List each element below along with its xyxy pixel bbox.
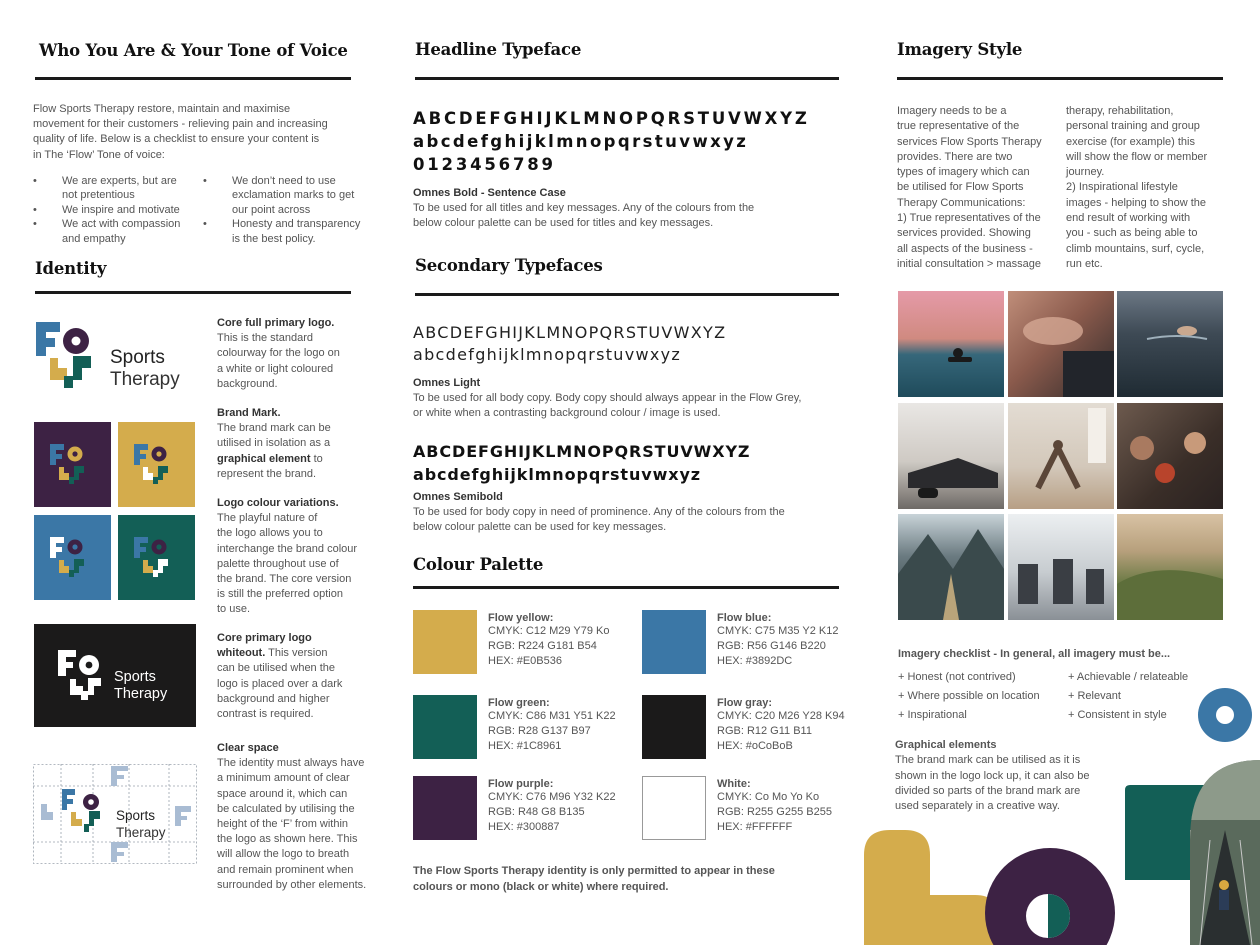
headline-lower: abcdefghijklmnopqrstuvwxyz	[413, 132, 749, 151]
clear-space-title: Clear space	[217, 742, 279, 754]
clear-space-line: surrounded by other elements.	[217, 878, 367, 891]
brand-mark-bold: graphical element	[217, 452, 311, 465]
graphical-line: used separately in a creative way.	[895, 800, 1060, 813]
color-name: Flow purple:	[488, 778, 554, 790]
photo-yoga	[1008, 403, 1114, 509]
clear-space-line: the logo as shown here. This	[217, 833, 358, 846]
color-rgb: RGB: R48 G8 B135	[488, 806, 585, 818]
swatch-white	[642, 776, 706, 840]
logo-word-sports: Sports	[110, 347, 165, 368]
imagery-line: 1) True representatives of the	[897, 212, 1041, 225]
color-info-green	[488, 697, 616, 754]
headline-digits: 0123456789	[413, 155, 556, 174]
imagery-line: exercise (for example) this	[1066, 135, 1195, 148]
light-lower: abcdefghijklmnopqrstuvwxyz	[413, 345, 682, 364]
headline-upper: ABCDEFGHIJKLMNOPQRSTUVWXYZ	[413, 109, 810, 128]
checklist-item: + Consistent in style	[1068, 709, 1167, 721]
checklist-item: + Achievable / relateable	[1068, 671, 1189, 683]
color-name: Flow blue:	[717, 612, 772, 624]
brand-mark-icon	[118, 422, 195, 507]
checklist-item: + Inspirational	[898, 709, 967, 721]
color-info-gray	[717, 697, 845, 754]
light-sample	[413, 322, 726, 366]
whiteout-text	[217, 631, 382, 722]
tone-title: Who You Are & Your Tone of Voice	[39, 41, 348, 60]
clear-space-line: will allow the logo to breath	[217, 848, 350, 861]
core-logo-line: This is the standard	[217, 332, 313, 345]
palette-note-line: The Flow Sports Therapy identity is only permitted to appear in these	[413, 865, 775, 877]
color-cmyk: CMYK: C86 M31 Y51 K22	[488, 710, 616, 722]
brand-mark-icon	[118, 515, 195, 600]
clear-space-line: be calculated by utilising the	[217, 802, 355, 815]
brand-mark-icon	[34, 515, 111, 600]
color-rgb: RGB: R12 G11 B11	[717, 725, 812, 737]
yellow-shape-icon	[864, 830, 1000, 945]
whiteout-line: can be utilised when the	[217, 662, 336, 675]
whiteout-title: Core primary logo	[217, 632, 312, 644]
whiteout-line: logo is placed over a dark	[217, 677, 343, 690]
identity-title: Identity	[35, 259, 107, 278]
imagery-title: Imagery Style	[897, 40, 1023, 59]
tone-bullet: • We don’t need to use exclamation marks to get our point across	[203, 174, 378, 217]
headline-desc-line: below colour palette can be used for titles and key messages.	[413, 217, 714, 230]
tone-bullets-right	[203, 174, 378, 246]
logo-word-therapy: Therapy	[110, 369, 180, 390]
imagery-text-right	[1066, 104, 1231, 272]
tone-intro	[33, 102, 363, 163]
swatch-flow-green	[413, 695, 477, 759]
semibold-upper: ABCDEFGHIJKLMNOPQRSTUVWXYZ	[413, 442, 751, 461]
color-name: White:	[717, 778, 751, 790]
color-cmyk: CMYK: C12 M29 Y79 Ko	[488, 625, 610, 637]
tone-bullet: • We are experts, but are not pretentious	[33, 174, 203, 203]
color-hex: HEX: #E0B536	[488, 655, 562, 667]
imagery-line: Therapy Communications:	[897, 196, 1026, 209]
tone-bullet: • We act with compassion and empathy	[33, 217, 203, 246]
tone-intro-line: in The ‘Flow’ Tone of voice:	[33, 148, 165, 161]
whiteout-word-sports: Sports	[114, 669, 156, 685]
tone-bullet: • Honesty and transparency is the best policy.	[203, 217, 378, 246]
headline-label: Omnes Bold - Sentence Case	[413, 187, 566, 199]
light-desc	[413, 376, 838, 422]
color-hex: HEX: #oCoBoB	[717, 740, 793, 752]
light-upper: ABCDEFGHIJKLMNOPQRSTUVWXYZ	[413, 323, 727, 342]
core-logo-text	[217, 316, 382, 392]
imagery-line: you - such as being able to	[1066, 227, 1198, 240]
logo-variations-line: to use.	[217, 603, 251, 616]
imagery-line: will show the flow or member	[1066, 150, 1208, 163]
color-hex: HEX: #1C8961	[488, 740, 562, 752]
logo-variations-line: The playful nature of	[217, 512, 318, 525]
headline-rule	[415, 77, 839, 80]
light-label: Omnes Light	[413, 377, 481, 389]
clear-space-line: The identity must always have	[217, 757, 365, 770]
clear-space-text	[217, 741, 392, 893]
headline-desc	[413, 186, 833, 232]
imagery-line: Imagery needs to be a	[897, 105, 1007, 117]
imagery-line: types of imagery which can	[897, 166, 1030, 179]
imagery-line: journey.	[1066, 166, 1105, 179]
tone-intro-line: quality of life. Below is a checklist to ensure your content is	[33, 133, 320, 146]
logo-variations-title: Logo colour variations.	[217, 497, 339, 509]
photo-gym-trainer	[1117, 403, 1223, 509]
brand-mark-text	[217, 406, 382, 482]
clear-space-line: and remain prominent when	[217, 863, 354, 876]
photo-hills	[1117, 514, 1223, 620]
photo-swimmer	[1117, 291, 1223, 397]
core-logo-title: Core full primary logo.	[217, 317, 335, 329]
color-info-blue	[717, 612, 838, 669]
clear-space-grid-icon	[33, 764, 197, 864]
massage-photo-icon	[1008, 291, 1114, 397]
swatch-flow-yellow	[413, 610, 477, 674]
imagery-line: climb mountains, surf, cycle,	[1066, 242, 1205, 255]
logo-variations-line: palette throughout use of	[217, 557, 339, 570]
photo-surfer	[898, 291, 1004, 397]
palette-note	[413, 864, 843, 895]
whiteout-logo	[34, 624, 196, 727]
color-info-white	[717, 778, 832, 835]
photo-mountain-runner	[898, 514, 1004, 620]
graphical-line: shown in the logo lock up, it can also be	[895, 769, 1090, 782]
color-hex: HEX: #300887	[488, 821, 560, 833]
clear-space-line: a minimum amount of clear	[217, 772, 350, 785]
mountain-photo-icon	[898, 514, 1004, 620]
color-name: Flow gray:	[717, 697, 773, 709]
brand-mark-icon	[34, 422, 111, 507]
graphical-line: The brand mark can be utilised as it is	[895, 754, 1081, 767]
checklist-item: + Relevant	[1068, 690, 1121, 702]
color-cmyk: CMYK: C20 M26 Y28 K94	[717, 710, 845, 722]
logo-variations-text	[217, 496, 387, 618]
whiteout-line-rest: This version	[265, 647, 328, 660]
imagery-line: images - helping to show the	[1066, 196, 1207, 209]
imagery-line: run etc.	[1066, 257, 1103, 270]
color-cmyk: CMYK: Co Mo Yo Ko	[717, 791, 820, 803]
core-logo-line: colourway for the logo on	[217, 347, 340, 360]
identity-rule	[35, 291, 351, 294]
imagery-line: be utilised for Flow Sports	[897, 181, 1024, 194]
tone-bullets-left	[33, 174, 203, 246]
graphical-elements-composition	[860, 680, 1260, 945]
color-rgb: RGB: R56 G146 B220	[717, 640, 826, 652]
color-info-yellow	[488, 612, 609, 669]
logo-variations-line: the brand. The core version	[217, 573, 352, 586]
color-rgb: RGB: R224 G181 B54	[488, 640, 597, 652]
brand-mark-line: utilised in isolation as a	[217, 437, 331, 450]
tone-intro-line: Flow Sports Therapy restore, maintain and maximise	[33, 103, 291, 115]
photo-workout	[898, 403, 1004, 509]
brand-mark-line: represent the brand.	[217, 467, 317, 480]
light-desc-line: or white when a contrasting background colour / image is used.	[413, 407, 721, 420]
headline-sample	[413, 107, 810, 176]
semibold-desc-line: below colour palette can be used for key messages.	[413, 521, 667, 534]
logo-variations-line: is still the preferred option	[217, 588, 343, 601]
brand-mark-tile-green	[118, 515, 195, 600]
brand-mark-to: to	[310, 452, 323, 465]
semibold-sample	[413, 440, 750, 486]
checklist-item: + Where possible on location	[898, 690, 1040, 702]
color-info-purple	[488, 778, 616, 835]
imagery-line: all aspects of the business -	[897, 242, 1033, 255]
clear-space-word-therapy: Therapy	[116, 825, 166, 840]
brand-mark-title: Brand Mark.	[217, 407, 281, 419]
brand-mark-line	[217, 452, 382, 467]
tone-bullet: • We inspire and motivate	[33, 203, 203, 217]
headline-desc-line: To be used for all titles and key messages. Any of the colours from the	[413, 202, 755, 215]
clear-space-word-sports: Sports	[116, 808, 156, 823]
core-logo-line: background.	[217, 377, 278, 390]
palette-rule	[413, 586, 839, 589]
tone-intro-line: movement for their customers - relieving pain and increasing	[33, 118, 328, 131]
semibold-desc-line: To be used for body copy in need of prominence. Any of the colours from the	[413, 506, 785, 519]
brand-mark-tile-blue	[34, 515, 111, 600]
color-name: Flow yellow:	[488, 612, 554, 624]
brand-mark-tile-purple	[34, 422, 111, 507]
imagery-line: services provided. Showing	[897, 227, 1031, 240]
swimmer-photo-icon	[1117, 291, 1223, 397]
photo-massage	[1008, 291, 1114, 397]
whiteout-line: contrast is required.	[217, 708, 314, 721]
clear-space-line: height of the ‘F’ from within	[217, 818, 349, 831]
color-rgb: RGB: R255 G255 B255	[717, 806, 832, 818]
brand-mark-line: The brand mark can be	[217, 422, 331, 435]
primary-logo	[33, 318, 203, 393]
color-cmyk: CMYK: C75 M35 Y2 K12	[717, 625, 839, 637]
logo-variations-line: interchange the brand colour	[217, 542, 358, 555]
imagery-line: provides. There are two	[897, 150, 1013, 163]
brand-mark-tile-yellow	[118, 422, 195, 507]
graphical-line: divided so parts of the brand mark are	[895, 784, 1081, 797]
headline-title: Headline Typeface	[415, 40, 582, 59]
color-hex: HEX: #3892DC	[717, 655, 793, 667]
clear-space-line: space around it, which can	[217, 787, 348, 800]
tone-rule	[35, 77, 351, 80]
semibold-desc	[413, 490, 838, 536]
swatch-flow-gray	[642, 695, 706, 759]
color-cmyk: CMYK: C76 M96 Y32 K22	[488, 791, 616, 803]
graphical-title: Graphical elements	[895, 739, 997, 751]
imagery-checklist-title: Imagery checklist - In general, all imagery must be...	[898, 648, 1171, 660]
palette-title: Colour Palette	[413, 555, 544, 574]
photo-gym-floor	[1008, 514, 1114, 620]
palette-note-line: colours or mono (black or white) where required.	[413, 880, 669, 893]
imagery-line: therapy, rehabilitation,	[1066, 105, 1174, 117]
checklist-item: + Honest (not contrived)	[898, 671, 1016, 683]
brand-mark-icon	[33, 318, 113, 393]
whiteout-word-therapy: Therapy	[114, 686, 168, 702]
semibold-label: Omnes Semibold	[413, 491, 503, 503]
logo-variations-line: the logo allows you to	[217, 527, 323, 540]
imagery-line: initial consultation > massage	[897, 257, 1041, 270]
whiteout-line	[217, 646, 382, 661]
color-rgb: RGB: R28 G137 B97	[488, 725, 591, 737]
semibold-lower: abcdefghijklmnopqrstuvwxyz	[413, 465, 702, 484]
workout-photo-icon	[898, 403, 1004, 509]
imagery-rule	[897, 77, 1223, 80]
hills-photo-icon	[1117, 514, 1223, 620]
yoga-photo-icon	[1008, 403, 1114, 509]
color-hex: HEX: #FFFFFF	[717, 821, 793, 833]
clear-space-diagram	[33, 764, 197, 864]
secondary-title: Secondary Typefaces	[415, 256, 603, 275]
swatch-flow-blue	[642, 610, 706, 674]
imagery-line: 2) Inspirational lifestyle	[1066, 181, 1178, 194]
imagery-line: true representative of the	[897, 120, 1020, 133]
whiteout-title-2: whiteout.	[217, 647, 266, 660]
light-desc-line: To be used for all body copy. Body copy should always appear in the Flow Grey,	[413, 392, 802, 405]
imagery-line: services Flow Sports Therapy	[897, 135, 1042, 148]
imagery-text-left	[897, 104, 1062, 272]
imagery-line: end result of working with	[1066, 212, 1191, 225]
gym-photo-icon	[1008, 514, 1114, 620]
core-logo-line: a white or light coloured	[217, 362, 334, 375]
imagery-line: personal training and group	[1066, 120, 1200, 133]
secondary-rule	[415, 293, 839, 296]
color-name: Flow green:	[488, 697, 550, 709]
whiteout-line: background and higher	[217, 692, 330, 705]
swatch-flow-purple	[413, 776, 477, 840]
surfer-photo-icon	[898, 291, 1004, 397]
trainer-photo-icon	[1117, 403, 1223, 509]
